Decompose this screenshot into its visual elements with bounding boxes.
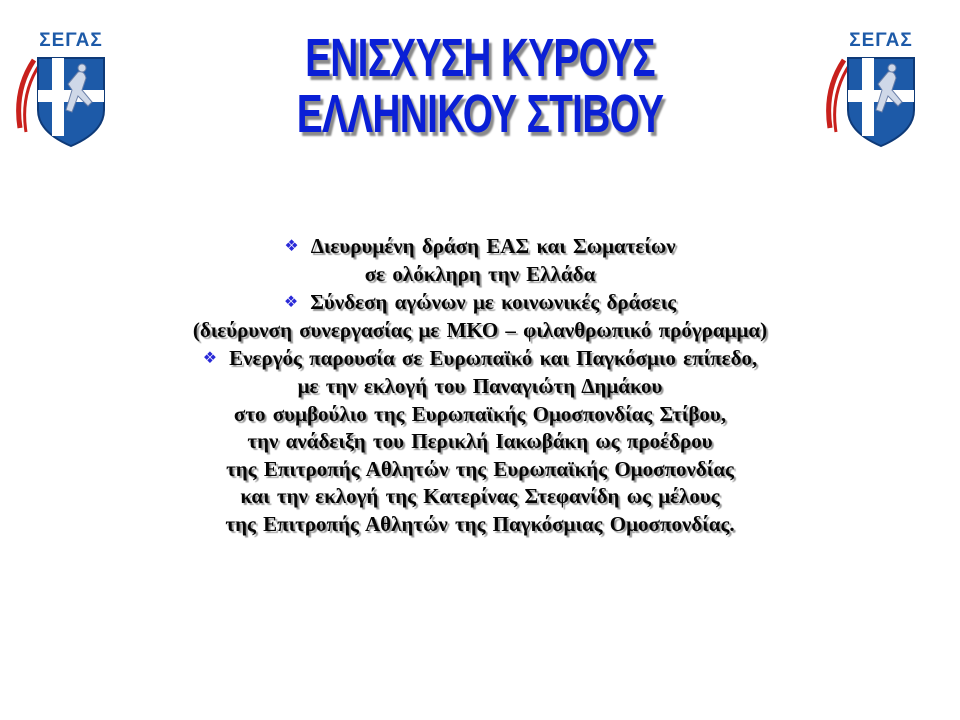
segas-logo-right xyxy=(822,30,940,150)
logo-text: ΣΕΓΑΣ xyxy=(39,30,103,51)
bullet-3-line-3: στο συμβούλιο της Ευρωπαϊκής Ομοσπονδίας Στίβου, xyxy=(233,401,727,426)
logo-text: ΣΕΓΑΣ xyxy=(849,30,913,51)
bullet-3-line-2: με την εκλογή του Παναγιώτη Δημάκου xyxy=(297,373,663,398)
bullet-3-text: Ενεργός παρουσία σε Ευρωπαϊκό και Παγκόσμιο επίπεδο, xyxy=(229,346,758,371)
slide-title xyxy=(278,30,681,142)
diamond-bullet-icon: ❖ xyxy=(284,236,299,255)
bullet-2-line-1 xyxy=(40,288,920,317)
bullet-1-line-1 xyxy=(40,232,920,261)
bullet-2-text: Σύνδεση αγώνων με κοινωνικές δράσεις xyxy=(310,290,677,315)
bullet-3-line-6: και την εκλογή της Κατερίνας Στεφανίδη ως μέλους xyxy=(240,484,720,509)
bullet-1-line-2: σε ολόκληρη την Ελλάδα xyxy=(364,261,596,286)
bullet-3-line-1 xyxy=(40,344,920,373)
title-line-2: ΕΛΛΗΝΙΚΟΥ ΣΤΙΒΟΥ xyxy=(296,84,664,144)
title-line-1: ΕΝΙΣΧΥΣΗ ΚΥΡΟΥΣ xyxy=(305,28,655,88)
segas-shield-runner-icon xyxy=(12,50,130,150)
segas-logo-left xyxy=(12,30,130,150)
bullet-1-text: Διευρυμένη δράση ΕΑΣ και Σωματείων xyxy=(310,234,676,258)
diamond-bullet-icon: ❖ xyxy=(283,292,299,312)
slide-body xyxy=(40,232,920,539)
diamond-bullet-icon: ❖ xyxy=(202,348,218,368)
segas-shield-runner-icon xyxy=(822,50,940,150)
bullet-3-line-4: την ανάδειξη του Περικλή Ιακωβάκη ως προέδρου xyxy=(247,429,713,454)
bullet-3-line-7: της Επιτροπής Αθλητών της Παγκόσμιας Ομοσπονδίας. xyxy=(225,511,735,536)
bullet-2-line-2: (διεύρυνση συνεργασίας με ΜΚΟ – φιλανθρωπικό πρόγραμμα) xyxy=(192,317,768,342)
bullet-3-line-5: της Επιτροπής Αθλητών της Ευρωπαϊκής Ομοσπονδίας xyxy=(226,456,734,481)
